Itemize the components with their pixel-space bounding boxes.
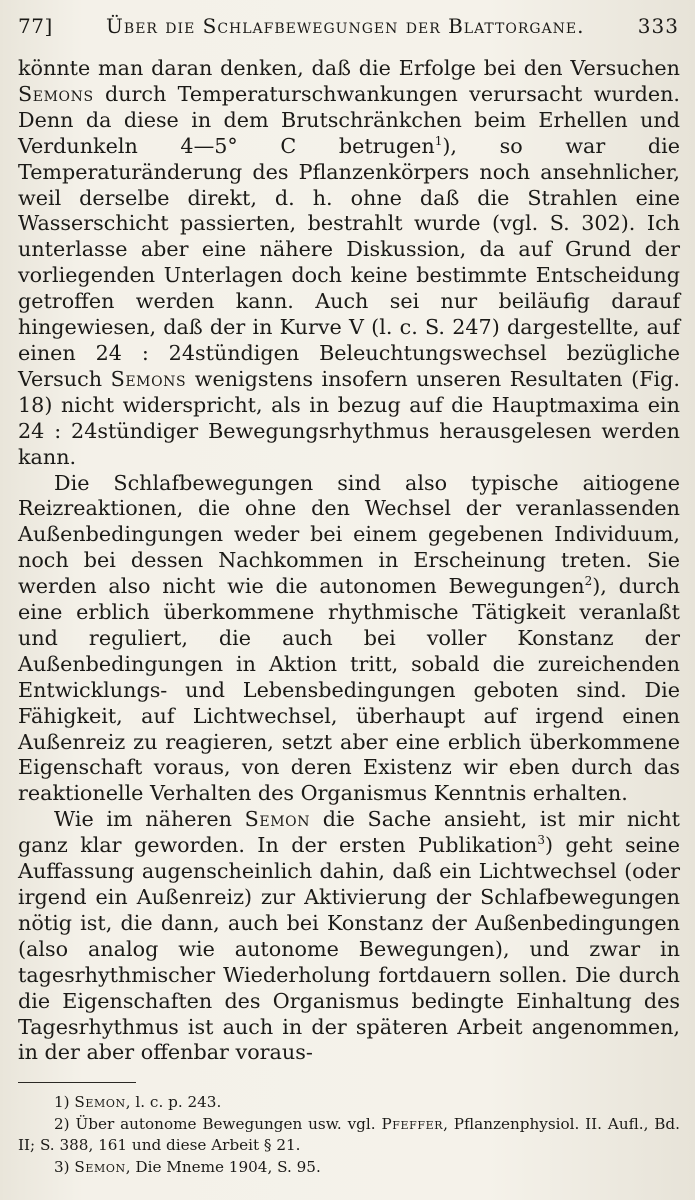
text-run: 3) [54, 1157, 75, 1176]
running-head [18, 14, 679, 48]
text-run: , Pflanzenphysiol. II. Aufl., Bd. II; S. 388, 161 und diese Arbeit § 21. [18, 1114, 680, 1154]
text-run: Die Schlafbewegungen sind also typische aitiogene Reizreaktionen, die ohne den Wechsel der veranlassenden Außenbedingungen weder bei einem gegebenen Individuum, noch bei dessen Nachkommen in Erscheinung treten. Sie werden also nicht wie die autonomen Bewegungen [18, 470, 680, 599]
footnote [18, 1157, 680, 1179]
paragraph [18, 471, 680, 808]
running-title: Über die Schlafbewegungen der Blattorgane. [106, 14, 585, 38]
author-name: Semon [74, 1093, 126, 1111]
footnote [18, 1114, 680, 1157]
text-run: durch Temperaturschwankungen verursacht wurden. Denn da diese in dem Brutschränkchen beim Erhellen und Verdunkeln 4—5° C betrugen [18, 81, 680, 158]
paragraph [18, 807, 680, 1066]
text-run: könnte man daran denken, daß die Erfolge bei den Versuchen [18, 56, 680, 80]
author-name: Pfeffer [381, 1114, 444, 1133]
author-name: Semon [74, 1157, 126, 1176]
text-run: die Sache ansieht, ist mir nicht ganz klar geworden. In der ersten Publikation [18, 807, 680, 858]
footnote-divider [18, 1082, 136, 1083]
footnote-marker: 3 [537, 833, 545, 848]
footnote-marker: 1 [434, 133, 443, 148]
paragraph [18, 56, 680, 471]
text-run: , Die Mneme 1904, S. 95. [125, 1157, 321, 1176]
chapter-number: 77] [18, 14, 53, 38]
text-run: 1) [54, 1093, 75, 1111]
footnote-marker: 2 [584, 574, 593, 589]
text-run: ), so war die Temperaturänderung des Pflanzenkörpers noch ansehnlicher, weil derselbe direkt, d. h. ohne daß die Strahlen eine Wasserschicht passierten, bestrahlt wurde (vgl. S. 302). Ich unterlasse aber eine nähere Diskussion, da auf Grund der vorliegenden Unterlagen doch keine bestimmte Entscheidung getroffen werden kann. Auch sei nur beiläufig darauf hingewiesen, daß der in Kurve V (l. c. S. 247) dargestellte, auf einen 24 : 24stündigen Beleuchtungswechsel bezügliche Versuch [18, 133, 681, 391]
footnotes [18, 1092, 680, 1178]
author-name: Semon [244, 807, 311, 832]
text-run: , l. c. p. 243. [125, 1093, 222, 1111]
author-name: Semons [110, 366, 187, 391]
text-run: ), durch eine erblich überkommene rhythmische Tätigkeit veranlaßt und reguliert, die auch bei voller Konstanz der Außenbedingungen in Aktion tritt, sobald die zureichenden Entwicklungs- und Lebensbedingungen geboten sind. Die Fähigkeit, auf Lichtwechsel, überhaupt auf irgend einen Außenreiz zu reagieren, setzt aber eine erblich überkommene Eigenschaft voraus, von deren Existenz wir eben durch das reaktionelle Verhalten des Organismus Kenntnis erhalten. [18, 574, 680, 806]
author-name: Semons [18, 81, 94, 106]
text-run: Wie im näheren [54, 807, 245, 832]
text-run: ) geht seine Auffassung augenscheinlich dahin, daß ein Lichtwechsel (oder irgend ein Außenreiz) zur Aktivierung der Schlafbewegungen nötig ist, die dann, auch bei Konstanz der Außenbedingungen (also analog wie autonome Bewegungen), und zwar in tagesrhythmischer Wiederholung fortdauern sollen. Die durch die Eigenschaften des Organismus bedingte Einhaltung des Tagesrhythmus ist auch in der späteren Arbeit angenommen, in der aber offenbar voraus- [18, 833, 680, 1065]
text-run: wenigstens insofern unseren Resultaten (Fig. 18) nicht widerspricht, als in bezug auf die Hauptmaxima ein 24 : 24stündiger Bewegungsrhythmus herausgelesen werden kann. [18, 366, 680, 469]
footnote [18, 1092, 680, 1114]
page-number: 333 [637, 14, 679, 38]
text-run: 2) Über autonome Bewegungen usw. vgl. [54, 1114, 382, 1133]
body-text [18, 56, 680, 1066]
